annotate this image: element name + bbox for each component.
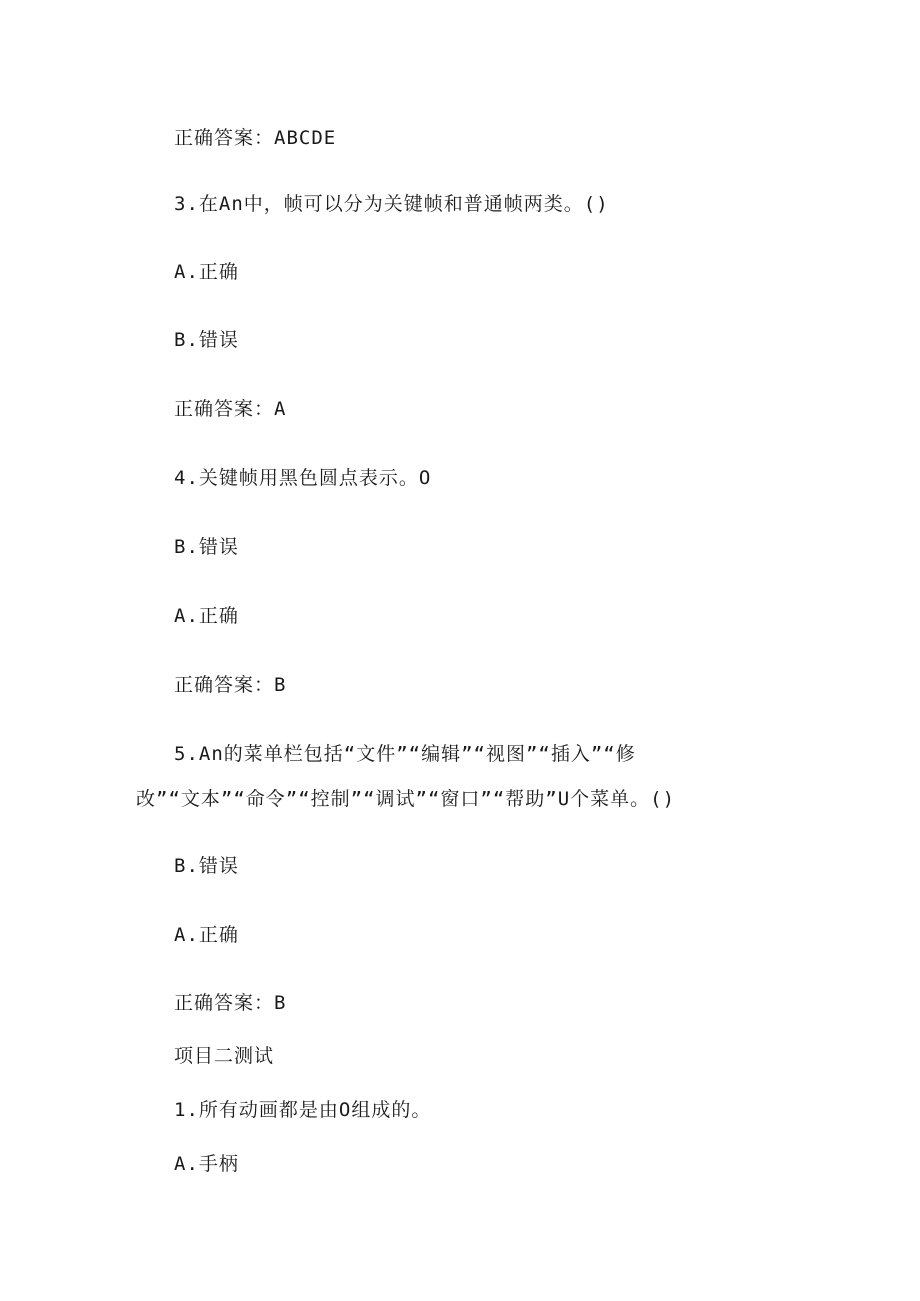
option-b: B.错误: [174, 536, 239, 558]
answer-line: 正确答案：B: [174, 992, 287, 1014]
answer-line: 正确答案：A: [174, 398, 287, 420]
option-a: A.正确: [174, 924, 239, 946]
option-a: A.正确: [174, 261, 239, 283]
option-a: A.正确: [174, 605, 239, 627]
question-3: 3.在An中，帧可以分为关键帧和普通帧两类。(): [174, 193, 609, 215]
question-5: 5.An的菜单栏包括“文件”“编辑”“视图”“插入”“修: [174, 743, 636, 765]
question-5-continued: 改”“文本”“命令”“控制”“调试”“窗口”“帮助”U个菜单。(): [136, 788, 676, 810]
option-a: A.手柄: [174, 1153, 239, 1175]
option-b: B.错误: [174, 329, 239, 351]
question-1: 1.所有动画都是由O组成的。: [174, 1099, 432, 1121]
answer-line: 正确答案：ABCDE: [174, 127, 337, 149]
question-4: 4.关键帧用黑色圆点表示。O: [174, 467, 432, 489]
option-b: B.错误: [174, 855, 239, 877]
answer-line: 正确答案：B: [174, 674, 287, 696]
section-heading: 项目二测试: [174, 1045, 275, 1067]
